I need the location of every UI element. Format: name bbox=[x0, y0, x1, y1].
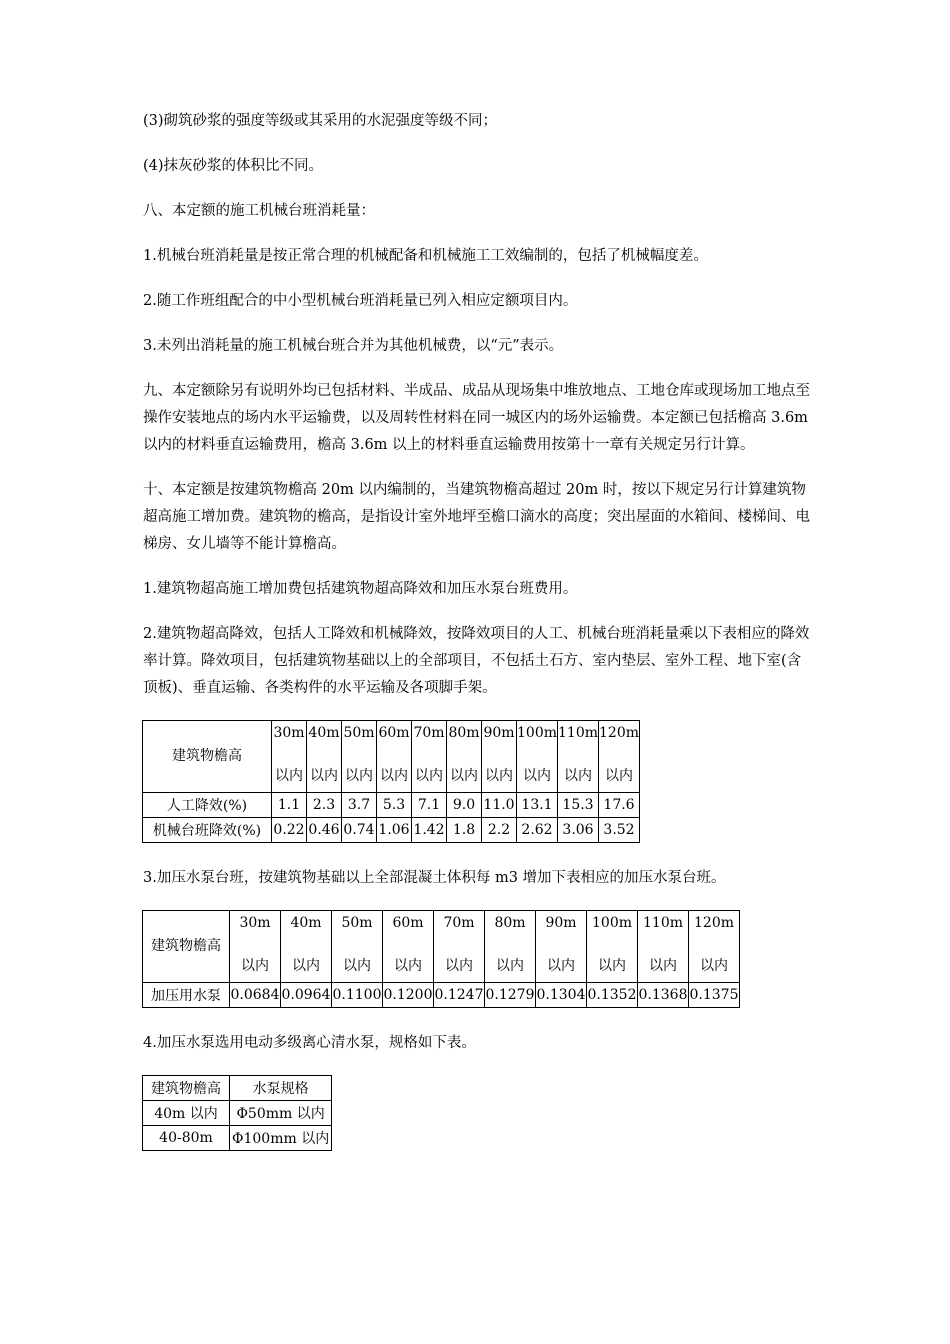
table-row bbox=[143, 793, 640, 818]
table-header-cell: 50m 以内 bbox=[332, 911, 383, 983]
table-cell: 40-80m bbox=[143, 1126, 230, 1151]
table-cell: 7.1 bbox=[412, 793, 447, 818]
row-label: 加压用水泵 bbox=[143, 983, 230, 1008]
paragraph: 2.随工作班组配合的中小型机械台班消耗量已列入相应定额项目内。 bbox=[143, 293, 578, 309]
paragraph: 1.建筑物超高施工增加费包括建筑物超高降效和加压水泵台班费用。 bbox=[143, 581, 578, 597]
paragraph: 3.未列出消耗量的施工机械台班合并为其他机械费，以“元”表示。 bbox=[143, 338, 564, 354]
table-cell: 3.06 bbox=[558, 818, 599, 843]
table-header-cell: 建筑物檐高 bbox=[143, 1076, 230, 1101]
table-cell: 9.0 bbox=[447, 793, 482, 818]
table-cell: 1.1 bbox=[272, 793, 307, 818]
table-cell: 0.22 bbox=[272, 818, 307, 843]
table-cell: 3.7 bbox=[342, 793, 377, 818]
table-header-cell: 30m 以内 bbox=[230, 911, 281, 983]
table-header-cell: 50m 以内 bbox=[342, 721, 377, 793]
table-cell: 13.1 bbox=[517, 793, 558, 818]
table-cell: 0.1279 bbox=[485, 983, 536, 1008]
paragraph: 1.机械台班消耗量是按正常合理的机械配备和机械施工工效编制的，包括了机械幅度差。 bbox=[143, 248, 708, 264]
table-header-cell: 40m 以内 bbox=[307, 721, 342, 793]
table-cell: 17.6 bbox=[599, 793, 640, 818]
table-cell: 1.42 bbox=[412, 818, 447, 843]
table-cell: 5.3 bbox=[377, 793, 412, 818]
table-cell: 0.0964 bbox=[281, 983, 332, 1008]
table-cell: Φ100mm 以内 bbox=[230, 1126, 332, 1151]
table-header-cell: 建筑物檐高 bbox=[143, 911, 230, 983]
table-header-cell: 100m 以内 bbox=[517, 721, 558, 793]
table-cell: 0.1247 bbox=[434, 983, 485, 1008]
table-header-cell: 60m 以内 bbox=[383, 911, 434, 983]
table-header-cell: 40m 以内 bbox=[281, 911, 332, 983]
table-header-cell: 80m 以内 bbox=[485, 911, 536, 983]
table-header-cell: 70m 以内 bbox=[434, 911, 485, 983]
table-header-cell: 120m 以内 bbox=[599, 721, 640, 793]
table-cell: 0.74 bbox=[342, 818, 377, 843]
table-cell: 0.1375 bbox=[689, 983, 740, 1008]
table-header-cell: 90m 以内 bbox=[536, 911, 587, 983]
table-header-row bbox=[143, 721, 640, 793]
table-header-cell: 100m 以内 bbox=[587, 911, 638, 983]
table-header-cell: 120m 以内 bbox=[689, 911, 740, 983]
table-header-cell: 110m 以内 bbox=[638, 911, 689, 983]
table-header-cell: 80m 以内 bbox=[447, 721, 482, 793]
table-header-cell: 60m 以内 bbox=[377, 721, 412, 793]
table-row bbox=[143, 818, 640, 843]
table-cell: 0.1100 bbox=[332, 983, 383, 1008]
table-cell: 1.06 bbox=[377, 818, 412, 843]
table-cell: 2.62 bbox=[517, 818, 558, 843]
table-cell: 2.2 bbox=[482, 818, 517, 843]
table-cell: 0.1200 bbox=[383, 983, 434, 1008]
row-label: 机械台班降效(%) bbox=[143, 818, 272, 843]
paragraph: (3)砌筑砂浆的强度等级或其采用的水泥强度等级不同； bbox=[143, 113, 498, 129]
table-cell: 0.1304 bbox=[536, 983, 587, 1008]
paragraph: 3.加压水泵台班，按建筑物基础以上全部混凝土体积每 m3 增加下表相应的加压水泵台班。 bbox=[143, 870, 726, 886]
table-row bbox=[143, 1126, 332, 1151]
paragraph: 十、本定额是按建筑物檐高 20m 以内编制的，当建筑物檐高超过 20m 时，按以下规定另行计算建筑物超高施工增加费。建筑物的檐高，是指设计室外地坪至檐口滴水的高度；突出屋面的水箱间、楼梯间、电梯房、女儿墙等不能计算檐高。 bbox=[143, 482, 810, 552]
table-header-cell: 70m 以内 bbox=[412, 721, 447, 793]
table-header-cell: 建筑物檐高 bbox=[143, 721, 272, 793]
table-cell: 0.46 bbox=[307, 818, 342, 843]
section-heading: 八、本定额的施工机械台班消耗量： bbox=[143, 203, 375, 219]
table-header-cell: 30m 以内 bbox=[272, 721, 307, 793]
paragraph: (4)抹灰砂浆的体积比不同。 bbox=[143, 158, 324, 174]
table-cell: 0.1352 bbox=[587, 983, 638, 1008]
table-cell: 15.3 bbox=[558, 793, 599, 818]
table-cell: 1.8 bbox=[447, 818, 482, 843]
table-cell: 0.1368 bbox=[638, 983, 689, 1008]
row-label: 人工降效(%) bbox=[143, 793, 272, 818]
pump-spec-table bbox=[142, 1075, 332, 1151]
table-row bbox=[143, 1101, 332, 1126]
table-header-cell: 水泵规格 bbox=[230, 1076, 332, 1101]
paragraph: 九、本定额除另有说明外均已包括材料、半成品、成品从现场集中堆放地点、工地仓库或现场加工地点至操作安装地点的场内水平运输费，以及周转性材料在同一城区内的场外运输费。本定额已包括檐高 3.6m 以内的材料垂直运输费用，檐高 3.6m 以上的材料垂直运输费用按第十一章有关规定另行计算。 bbox=[143, 383, 810, 453]
pump-shift-table bbox=[142, 910, 740, 1008]
table-header-cell: 110m 以内 bbox=[558, 721, 599, 793]
document-page bbox=[143, 108, 815, 1151]
paragraph: 4.加压水泵选用电动多级离心清水泵，规格如下表。 bbox=[143, 1035, 476, 1051]
table-header-row bbox=[143, 1076, 332, 1101]
table-cell: 11.0 bbox=[482, 793, 517, 818]
table-cell: 40m 以内 bbox=[143, 1101, 230, 1126]
table-row bbox=[143, 983, 740, 1008]
table-header-cell: 90m 以内 bbox=[482, 721, 517, 793]
table-cell: Φ50mm 以内 bbox=[230, 1101, 332, 1126]
efficiency-reduction-table bbox=[142, 720, 640, 843]
table-cell: 2.3 bbox=[307, 793, 342, 818]
paragraph: 2.建筑物超高降效，包括人工降效和机械降效，按降效项目的人工、机械台班消耗量乘以下表相应的降效率计算。降效项目，包括建筑物基础以上的全部项目，不包括土石方、室内垫层、室外工程、地下室(含顶板)、垂直运输、各类构件的水平运输及各项脚手架。 bbox=[143, 626, 810, 696]
table-header-row bbox=[143, 911, 740, 983]
table-cell: 0.0684 bbox=[230, 983, 281, 1008]
table-cell: 3.52 bbox=[599, 818, 640, 843]
